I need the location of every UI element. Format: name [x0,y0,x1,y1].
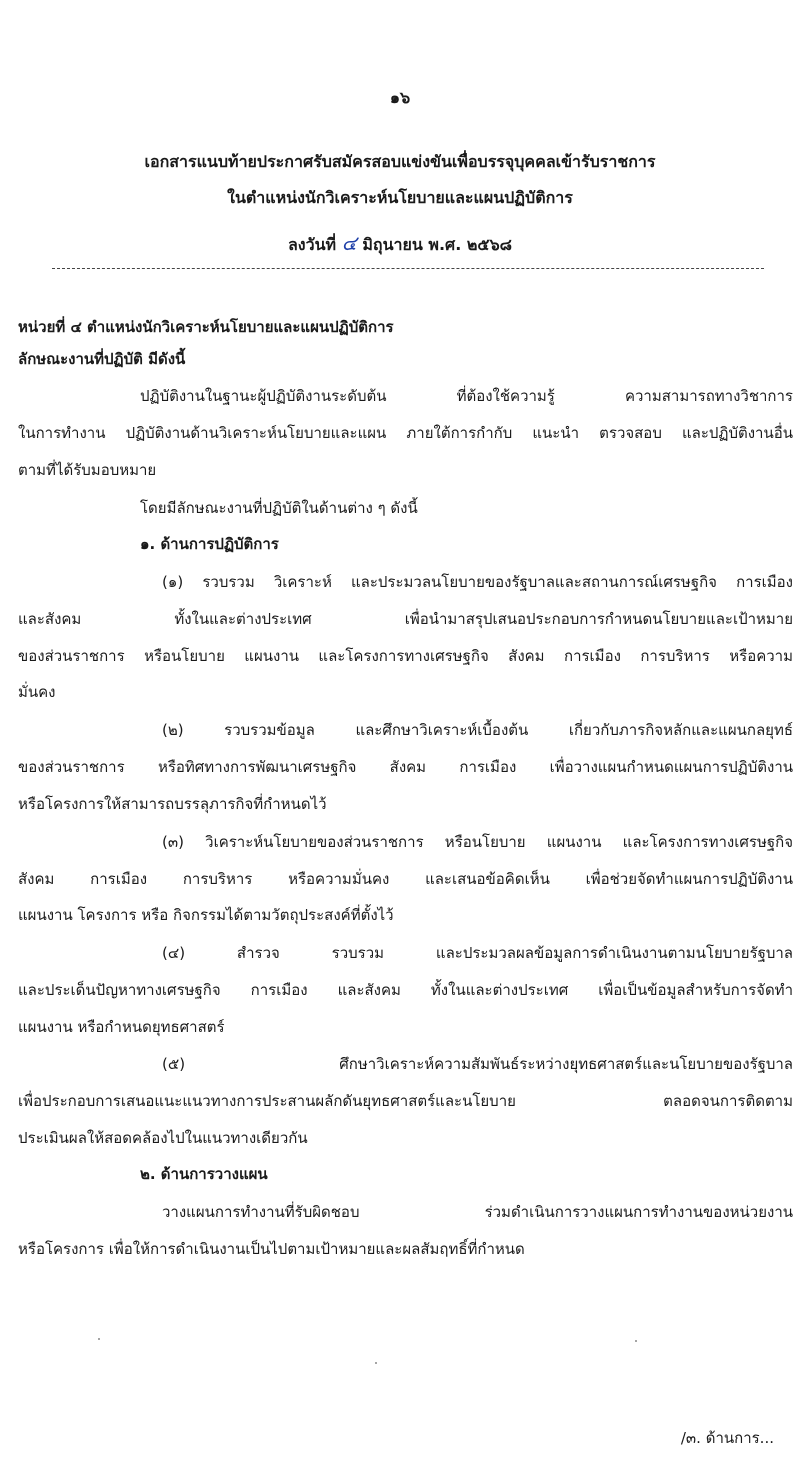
date-prefix: ลงวันที่ [287,235,337,254]
areas-intro: โดยมีลักษณะงานที่ปฏิบัติในด้านต่าง ๆ ดังนี้ [140,499,418,517]
item3-line-3: แผนงาน โครงการ หรือ กิจกรรมได้ตามวัตถุประสงค์ที่ตั้งไว้ [18,906,394,924]
unit-heading: หน่วยที่ ๔ ตำแหน่งนักวิเคราะห์นโยบายและแผนปฏิบัติการ [18,318,394,336]
item5-line-3: ประเมินผลให้สอดคล้องไปในแนวทางเดียวกัน [18,1129,308,1147]
scan-speck [635,1340,637,1342]
page-number: ๑๖ [389,88,411,107]
section1-heading: ๑. ด้านการปฏิบัติการ [140,535,279,553]
date-suffix: มิถุนายน พ.ศ. ๒๕๖๘ [362,235,512,254]
duties-heading: ลักษณะงานที่ปฏิบัติ มีดังนี้ [18,350,186,368]
item1-line-1: (๑) รวบรวม วิเคราะห์ และประมวลนโยบายของรัฐบาลและสถานการณ์เศรษฐกิจ การเมือง [162,573,793,591]
intro-line-1: ปฏิบัติงานในฐานะผู้ปฏิบัติงานระดับต้น ที่ต้องใช้ความรู้ ความสามารถทางวิชาการ [140,387,793,405]
intro-line-2: ในการทำงาน ปฏิบัติงานด้านวิเคราะห์นโยบายและแผน ภายใต้การกำกับ แนะนำ ตรวจสอบ และปฏิบัติงานอื่น [18,424,793,442]
handwritten-date-day: ๔ [341,231,357,255]
item4-line-1: (๔) สำรวจ รวบรวม และประมวลผลข้อมูลการดำเนินงานตามนโยบายรัฐบาล [162,944,793,962]
item1-line-3: ของส่วนราชการ หรือนโยบาย แผนงาน และโครงการทางเศรษฐกิจ สังคม การเมือง การบริหาร หรือความ [18,647,793,665]
intro-line-3: ตามที่ได้รับมอบหมาย [18,461,157,479]
item1-line-2: และสังคม ทั้งในและต่างประเทศ เพื่อนำมาสรุปเสนอประกอบการกำหนดนโยบายและเป้าหมาย [18,610,793,628]
item3-line-1: (๓) วิเคราะห์นโยบายของส่วนราชการ หรือนโยบาย แผนงาน และโครงการทางเศรษฐกิจ [162,833,793,851]
item1-line-4: มั่นคง [18,683,56,701]
scan-speck [98,1338,100,1340]
item2-line-3: หรือโครงการให้สามารถบรรลุภารกิจที่กำหนดไว้ [18,795,327,813]
header-date-line [0,227,800,259]
item3-line-2: สังคม การเมือง การบริหาร หรือความมั่นคง และเสนอข้อคิดเห็น เพื่อช่วยจัดทำแผนการปฏิบัติงาน [18,870,793,888]
item2-line-2: ของส่วนราชการ หรือทิศทางการพัฒนาเศรษฐกิจ สังคม การเมือง เพื่อวางแผนกำหนดแผนการปฏิบัติงาน [18,758,793,776]
item4-line-3: แผนงาน หรือกำหนดยุทธศาสตร์ [18,1018,225,1036]
section2-line-2: หรือโครงการ เพื่อให้การดำเนินงานเป็นไปตามเป้าหมายและผลสัมฤทธิ์ที่กำหนด [18,1240,525,1258]
item5-line-1: (๕) ศึกษาวิเคราะห์ความสัมพันธ์ระหว่างยุทธศาสตร์และนโยบายของรัฐบาล [162,1055,793,1073]
item5-line-2: เพื่อประกอบการเสนอแนะแนวทางการประสานผลักดันยุทธศาสตร์และนโยบาย ตลอดจนการติดตาม [18,1092,793,1110]
section2-line-1: วางแผนการทำงานที่รับผิดชอบ ร่วมดำเนินการวางแผนการทำงานของหน่วยงาน [162,1203,793,1221]
dashed-divider [52,268,764,269]
item4-line-2: และประเด็นปัญหาทางเศรษฐกิจ การเมือง และสังคม ทั้งในและต่างประเทศ เพื่อเป็นข้อมูลสำหรับการจัดทำ [18,981,793,999]
header-title-line2: ในตำแหน่งนักวิเคราะห์นโยบายและแผนปฏิบัติการ [227,188,573,207]
section2-heading: ๒. ด้านการวางแผน [140,1165,268,1183]
header-title-line1: เอกสารแนบท้ายประกาศรับสมัครสอบแข่งขันเพื่อบรรจุบุคคลเข้ารับราชการ [144,152,656,171]
item2-line-1: (๒) รวบรวมข้อมูล และศึกษาวิเคราะห์เบื้องต้น เกี่ยวกับภารกิจหลักและแผนกลยุทธ์ [162,721,793,739]
scan-speck [375,1362,377,1364]
continuation-note: /๓. ด้านการ... [680,1429,774,1447]
